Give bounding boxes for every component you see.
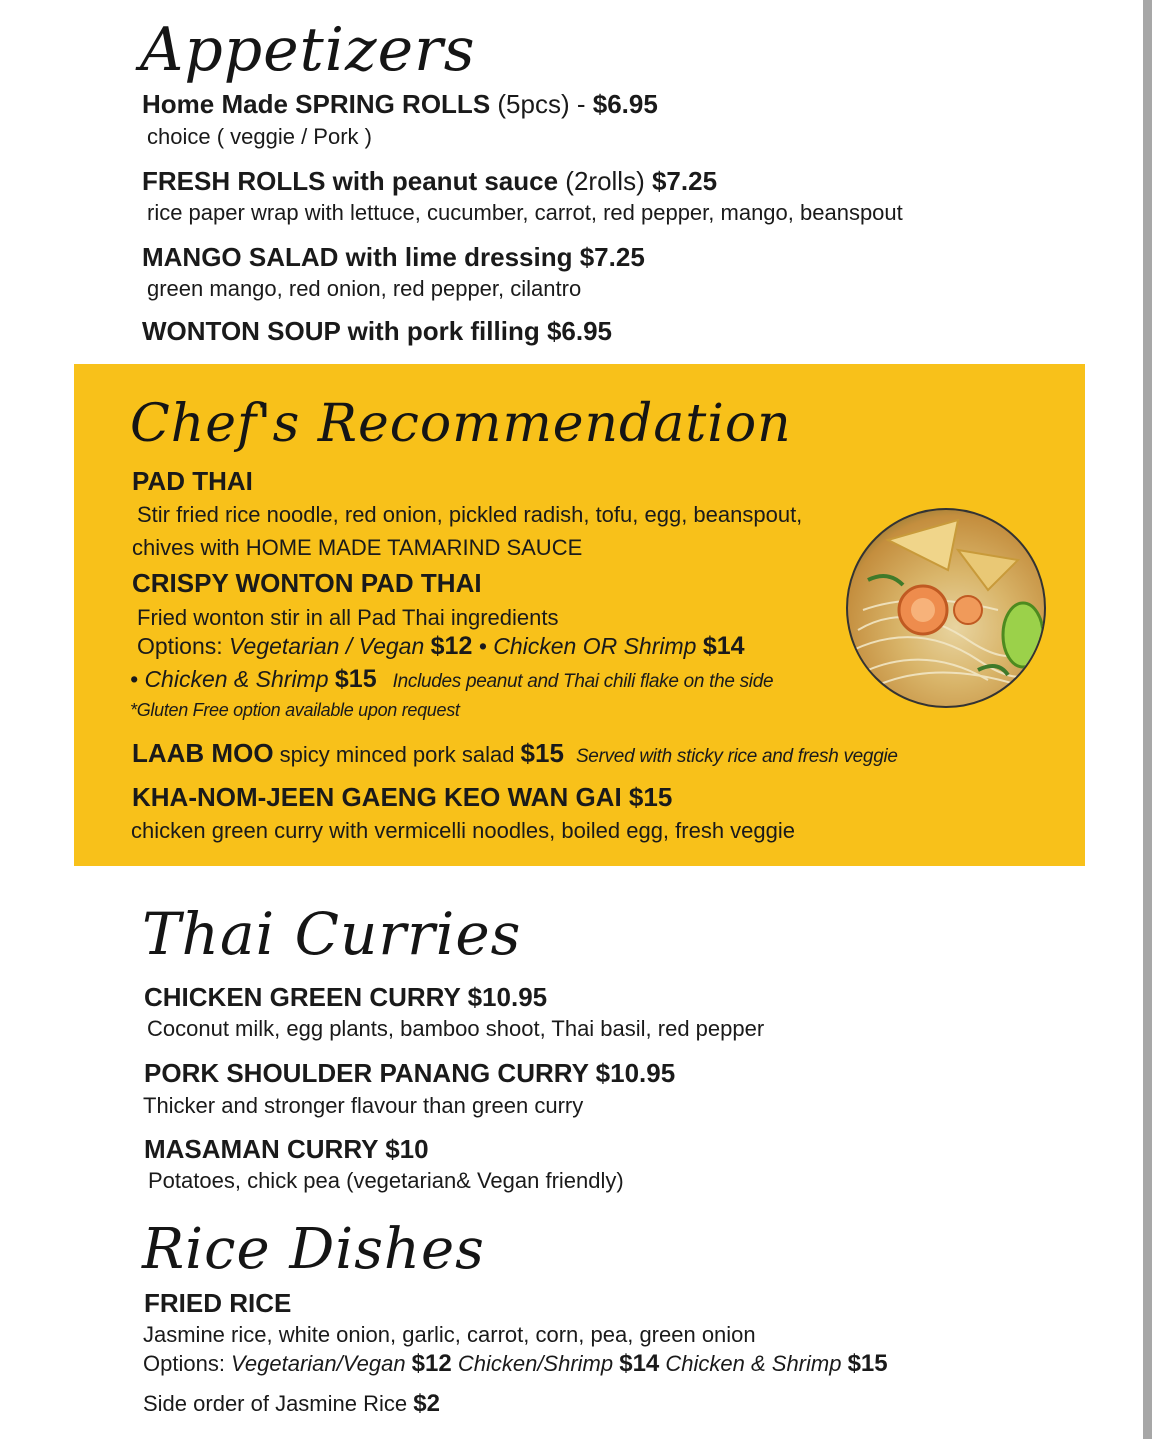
fresh-rolls-title: FRESH ROLLS with peanut sauce (2rolls) $7.25 — [142, 166, 718, 196]
crispy-wonton-title: CRISPY WONTON PAD THAI — [132, 568, 482, 598]
panang-curry-title: PORK SHOULDER PANANG CURRY $10.95 — [144, 1058, 676, 1088]
fresh-rolls-desc: rice paper wrap with lettuce, cucumber, carrot, red pepper, mango, beanspout — [147, 200, 903, 225]
pad-thai-desc-line2: chives with HOME MADE TAMARIND SAUCE — [132, 535, 583, 560]
pad-thai-title: PAD THAI — [132, 466, 253, 496]
spring-rolls-title: Home Made SPRING ROLLS (5pcs) - $6.95 — [142, 89, 658, 119]
wonton-soup-title: WONTON SOUP with pork filling $6.95 — [142, 316, 613, 346]
chicken-green-curry-desc: Coconut milk, egg plants, bamboo shoot, Thai basil, red pepper — [147, 1016, 765, 1041]
pad-thai-photo — [846, 508, 1046, 708]
mango-salad-title: MANGO SALAD with lime dressing $7.25 — [142, 242, 645, 272]
crispy-wonton-options: Options: Vegetarian / Vegan $12 • Chicken OR Shrimp $14 — [137, 632, 745, 660]
appetizers-heading: Appetizers — [140, 15, 476, 85]
thai-curries-heading: Thai Curries — [142, 900, 522, 968]
crispy-wonton-options-2: • Chicken & Shrimp $15 Includes peanut and Thai chili flake on the side — [130, 665, 774, 693]
chefs-recommendation-heading: Chef's Recommendation — [130, 394, 792, 454]
rice-dishes-heading: Rice Dishes — [142, 1217, 485, 1282]
pad-thai-desc-line1: Stir fried rice noodle, red onion, pickled radish, tofu, egg, beanspout, — [137, 502, 803, 527]
spring-rolls-desc: choice ( veggie / Pork ) — [147, 124, 372, 149]
masaman-curry-desc: Potatoes, chick pea (vegetarian& Vegan friendly) — [148, 1168, 624, 1193]
kha-nom-jeen-desc: chicken green curry with vermicelli noodles, boiled egg, fresh veggie — [131, 818, 796, 843]
pad-thai-illustration — [848, 510, 1044, 706]
laab-moo-line: LAAB MOO spicy minced pork salad $15 Served with sticky rice and fresh veggie — [132, 738, 898, 768]
fried-rice-desc: Jasmine rice, white onion, garlic, carrot, corn, pea, green onion — [143, 1322, 756, 1347]
gluten-free-note: *Gluten Free option available upon request — [130, 700, 460, 720]
fried-rice-options: Options: Vegetarian/Vegan $12 Chicken/Shrimp $14 Chicken & Shrimp $15 — [143, 1350, 888, 1377]
side-jasmine-rice: Side order of Jasmine Rice $2 — [143, 1390, 440, 1417]
mango-salad-desc: green mango, red onion, red pepper, cilantro — [147, 276, 582, 301]
masaman-curry-title: MASAMAN CURRY $10 — [144, 1134, 429, 1164]
panang-curry-desc: Thicker and stronger flavour than green curry — [143, 1093, 584, 1118]
fried-rice-title: FRIED RICE — [144, 1288, 292, 1318]
crispy-wonton-desc: Fried wonton stir in all Pad Thai ingredients — [137, 605, 559, 630]
kha-nom-jeen-title: KHA-NOM-JEEN GAENG KEO WAN GAI $15 — [132, 782, 673, 812]
chicken-green-curry-title: CHICKEN GREEN CURRY $10.95 — [144, 982, 548, 1012]
